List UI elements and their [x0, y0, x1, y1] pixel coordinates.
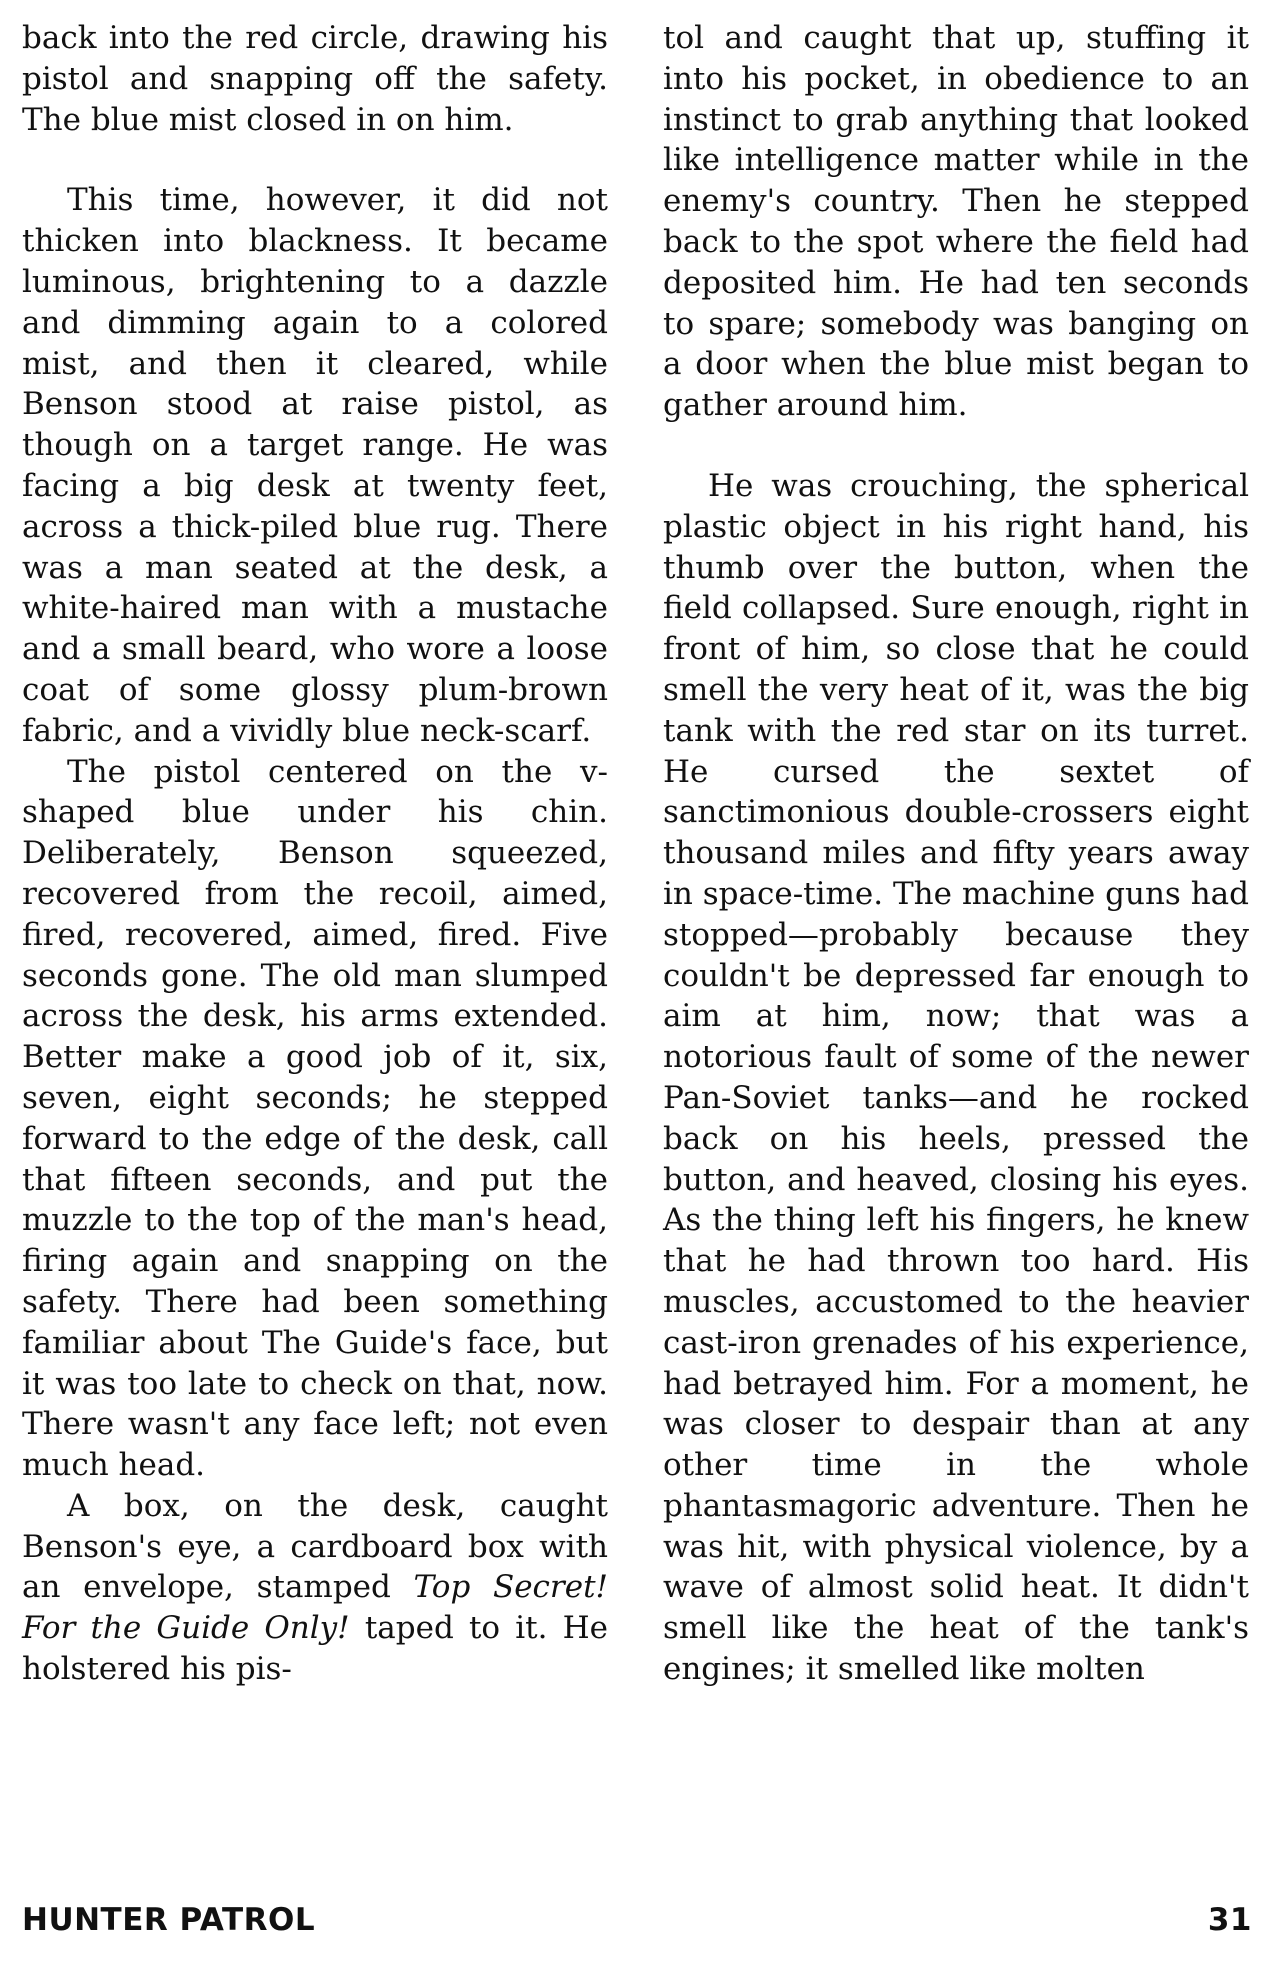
paragraph: [22, 1486, 608, 1690]
running-title: HUNTER PATROL: [22, 1902, 316, 1938]
paragraph: The pistol centered on the v-shaped blue under his chin. Deliberately, Benson squeezed, recovered from the recoil, aimed, fired, recovered, aimed, fired. Five seconds gone. The old man slumped across the desk, his arms extended. Better make a good job of it, six, seven, eight seconds; he stepped forward to the edge of the desk, call that fifteen seconds, and put the muzzle to the top of the man's head, firing again and snapping on the safety. There had been something familiar about The Guide's face, but it was too late to check on that, now. There wasn't any face left; not even much head.: [22, 753, 608, 1484]
paragraph: tol and caught that up, stuffing it into his pocket, in obedience to an instinct to grab anything that looked like intelligence matter while in the enemy's country. Then he stepped back to the spot where the field had deposited him. He had ten seconds to spare; somebody was banging on a door when the blue mist began to gather around him.: [663, 20, 1249, 424]
paragraph: back into the red circle, drawing his pistol and snapping off the safety. The blue mist closed in on him.: [22, 20, 608, 138]
page-footer: [22, 1902, 1252, 1948]
italic-stamp-text: Top Secret! For the Guide Only!: [22, 1569, 608, 1647]
paragraph-text: taped to it. He holstered his pis-: [22, 1610, 608, 1688]
text-column-left: [22, 18, 608, 1690]
paragraph: He was crouching, the spherical plastic object in his right hand, his thumb over the button, when the field collapsed. Sure enough, right in front of him, so close that he could smell the very heat of it, was the big tank with the red star on its turret. He cursed the sextet of sanctimonious double-crossers eight thousand miles and fifty years away in space-time. The machine guns had stopped—probably because they couldn't be depressed far enough to aim at him, now; that was a notorious fault of some of the newer Pan-Soviet tanks—and he rocked back on his heels, pressed the button, and heaved, closing his eyes. As the thing left his fingers, he knew that he had thrown too hard. His muscles, accustomed to the heavier cast-iron grenades of his experience, had betrayed him. For a moment, he was closer to despair than at any other time in the whole phantasmagoric adventure. Then he was hit, with physical violence, by a wave of almost solid heat. It didn't smell like the heat of the tank's engines; it smelled like molten: [663, 467, 1249, 1688]
text-column-right: [663, 18, 1249, 1690]
paragraph-text: A box, on the desk, caught Benson's eye, a cardboard box with an envelope, stamped: [22, 1487, 608, 1606]
paragraph: This time, however, it did not thicken into blackness. It became luminous, brightening to a dazzle and dimming again to a colored mist, and then it cleared, while Benson stood at raise pistol, as though on a target range. He was facing a big desk at twenty feet, across a thick-piled blue rug. There was a man seated at the desk, a white-haired man with a mustache and a small beard, who wore a loose coat of some glossy plum-brown fabric, and a vividly blue neck-scarf.: [22, 182, 608, 749]
page-number: 31: [1207, 1902, 1252, 1938]
